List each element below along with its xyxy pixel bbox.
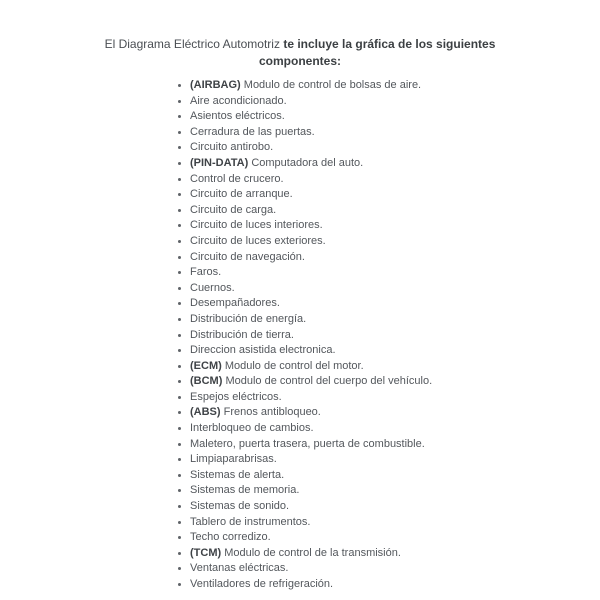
component-text: Sistemas de alerta. (190, 468, 285, 481)
page-title (70, 36, 530, 70)
component-text: Espejos eléctricos. (190, 390, 282, 403)
component-text: Aire acondicionado. (190, 94, 287, 107)
list-item (190, 234, 600, 250)
list-item (190, 218, 600, 234)
component-text: Circuito de navegación. (190, 250, 305, 263)
list-item (190, 203, 600, 219)
list-item (190, 296, 600, 312)
component-text: Desempañadores. (190, 297, 280, 310)
component-text: Circuito de luces exteriores. (190, 234, 326, 247)
component-code: (ABS) (190, 406, 221, 419)
list-item (190, 561, 600, 577)
component-text: Techo corredizo. (190, 531, 271, 544)
list-item (190, 343, 600, 359)
component-text: Distribución de tierra. (190, 328, 294, 341)
list-item (190, 390, 600, 406)
component-code: (AIRBAG) (190, 79, 241, 91)
component-code: (ECM) (190, 359, 222, 372)
list-item (190, 421, 600, 437)
component-text: Direccion asistida electronica. (190, 344, 336, 357)
component-text: Modulo de control del motor. (224, 359, 364, 372)
list-item (190, 437, 600, 453)
component-list (168, 78, 600, 593)
component-text: Cuernos. (190, 281, 235, 294)
component-text: Tablero de instrumentos. (190, 515, 311, 528)
list-item (190, 530, 600, 546)
component-text: Sistemas de memoria. (190, 484, 300, 497)
component-text: Modulo de control de bolsas de aire. (243, 79, 422, 91)
list-item (190, 125, 600, 141)
list-item (190, 483, 600, 499)
list-item (190, 499, 600, 515)
component-text: Maletero, puerta trasera, puerta de combustible. (190, 437, 425, 450)
page-title-bold: te incluye la gráfica de los siguientes componentes: (258, 37, 496, 68)
component-text: Faros. (190, 266, 222, 279)
component-text: Cerradura de las puertas. (190, 125, 315, 138)
component-code: (PIN-DATA) (190, 156, 249, 169)
component-code: (TCM) (190, 546, 222, 559)
list-item (190, 172, 600, 188)
component-text: Circuito antirobo. (190, 141, 274, 154)
list-item (190, 374, 600, 390)
page-title-regular: El Diagrama Eléctrico Automotriz (104, 37, 280, 51)
component-text: Ventanas eléctricas. (190, 562, 289, 575)
component-text: Circuito de luces interiores. (190, 219, 323, 232)
component-text: Modulo de control del cuerpo del vehículo. (225, 375, 433, 388)
component-text: Circuito de carga. (190, 203, 277, 216)
component-text: Ventiladores de refrigeración. (190, 578, 334, 590)
component-text: Control de crucero. (190, 172, 284, 185)
component-text: Interbloqueo de cambios. (190, 422, 314, 435)
list-item (190, 468, 600, 484)
list-item (190, 359, 600, 375)
list-item (190, 452, 600, 468)
component-text: Sistemas de sonido. (190, 500, 290, 513)
list-item (190, 281, 600, 297)
list-item (190, 109, 600, 125)
list-item (190, 405, 600, 421)
list-item (190, 250, 600, 266)
component-code: (BCM) (190, 375, 223, 388)
component-text: Distribución de energía. (190, 312, 307, 325)
list-item (190, 312, 600, 328)
component-text: Computadora del auto. (251, 156, 364, 169)
list-item (190, 140, 600, 156)
component-text: Asientos eléctricos. (190, 110, 285, 123)
component-text: Modulo de control de la transmisión. (224, 546, 401, 559)
component-text: Circuito de arranque. (190, 188, 293, 201)
list-item (190, 546, 600, 562)
list-item (190, 328, 600, 344)
list-item (190, 265, 600, 281)
list-item (190, 187, 600, 203)
list-item (190, 94, 600, 110)
component-text: Limpiaparabrisas. (190, 453, 277, 466)
component-text: Frenos antibloqueo. (223, 406, 321, 419)
list-item (190, 515, 600, 531)
list-item (190, 577, 600, 593)
list-item (190, 156, 600, 172)
list-item (190, 78, 600, 94)
